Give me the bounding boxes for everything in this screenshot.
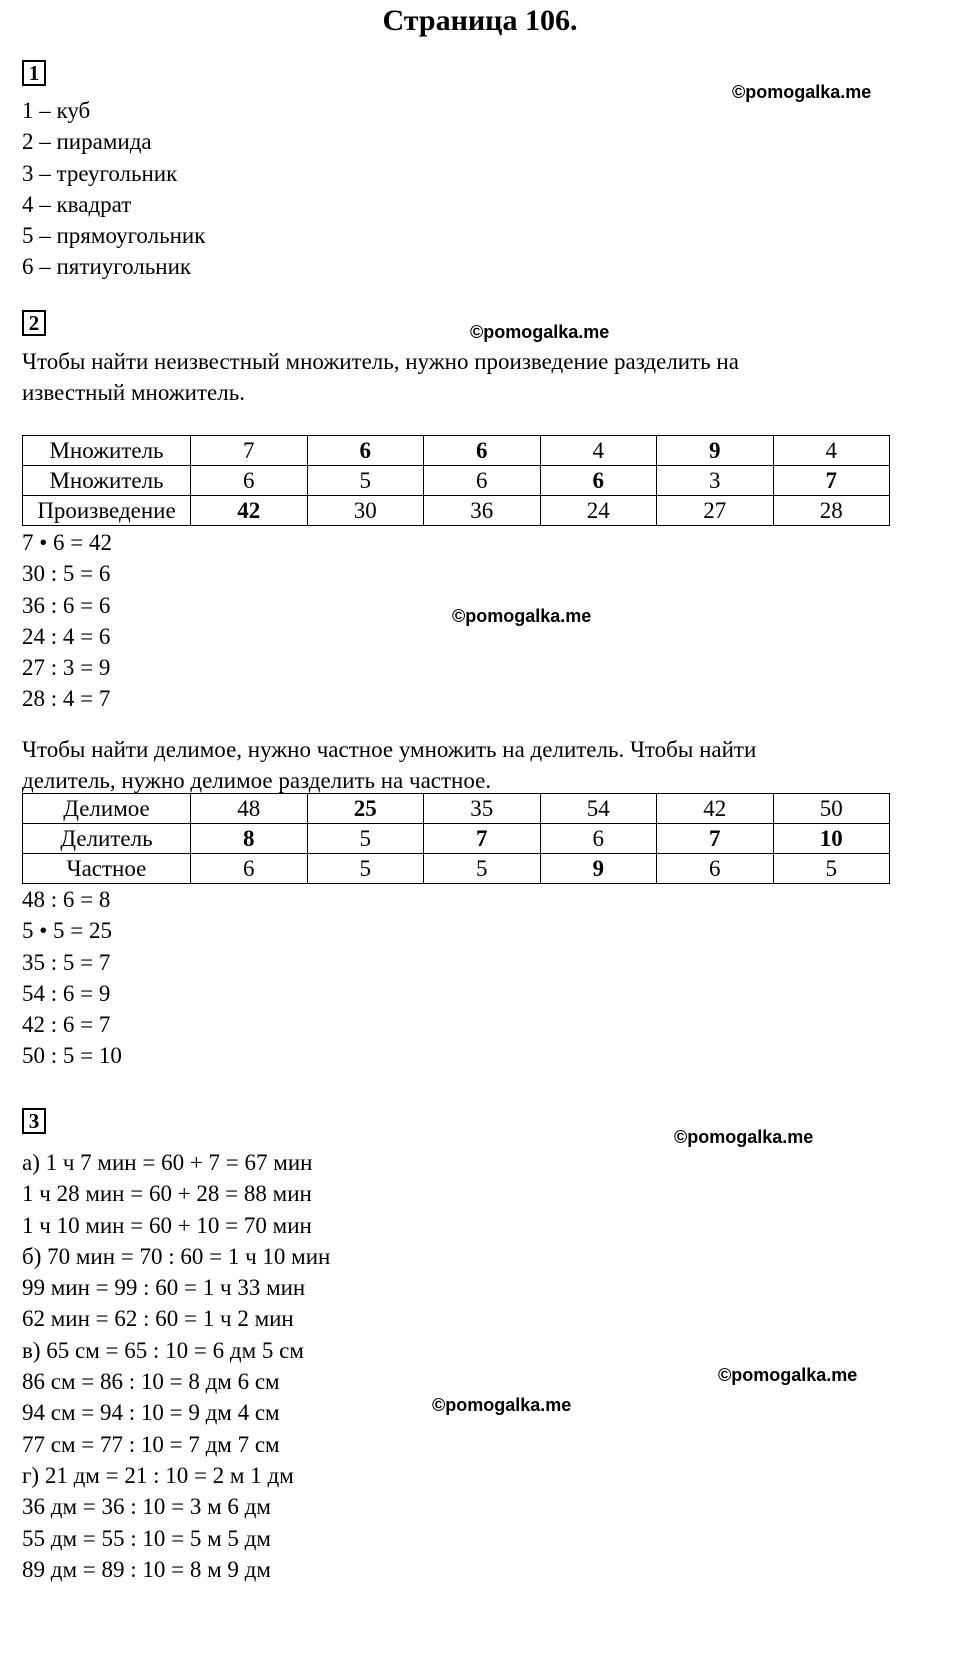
row-label: Произведение [23, 496, 191, 526]
table-cell: 48 [191, 794, 308, 824]
rule-line: делитель, нужно делимое разделить на частное. [22, 768, 492, 793]
table-cell: 7 [191, 436, 308, 466]
list-item: 5 – прямоугольник [22, 223, 206, 249]
task-3-number: 3 [22, 1108, 46, 1134]
table-cell: 24 [540, 496, 657, 526]
table-cell: 35 [424, 794, 541, 824]
table-cell: 25 [307, 794, 424, 824]
table-cell: 42 [191, 496, 308, 526]
table-cell: 9 [540, 854, 657, 884]
table-cell: 5 [773, 854, 890, 884]
table-cell: 36 [424, 496, 541, 526]
watermark: ©pomogalka.me [432, 1395, 572, 1415]
calc-line: 36 дм = 36 : 10 = 3 м 6 дм [22, 1494, 271, 1520]
row-label: Частное [23, 854, 191, 884]
list-item: 2 – пирамида [22, 129, 152, 155]
multiplication-table [22, 435, 890, 526]
table-cell: 30 [307, 496, 424, 526]
calc-line: 7 • 6 = 42 [22, 530, 113, 555]
row-label: Множитель [23, 466, 191, 496]
row-label: Делимое [23, 794, 191, 824]
calc-list-1 [22, 527, 112, 715]
page-title: Страница 106. [382, 4, 578, 37]
watermark: ©pomogalka.me [674, 1127, 814, 1147]
table-cell: 6 [424, 436, 541, 466]
task-1-number: 1 [22, 60, 46, 86]
task-3-list [22, 1147, 330, 1585]
calc-line: 55 дм = 55 : 10 = 5 м 5 дм [22, 1525, 271, 1551]
calc-line: 27 : 3 = 9 [22, 655, 111, 681]
table-cell: 27 [657, 496, 774, 526]
table-cell: 4 [773, 436, 890, 466]
rule-line: Чтобы найти делимое, нужно частное умножить на делитель. Чтобы найти [22, 737, 757, 762]
calc-line: 62 мин = 62 : 60 = 1 ч 2 мин [22, 1306, 294, 1332]
calc-line: г) 21 дм = 21 : 10 = 2 м 1 дм [22, 1462, 294, 1488]
table-cell: 54 [540, 794, 657, 824]
table-cell: 3 [657, 466, 774, 496]
calc-line: 77 см = 77 : 10 = 7 дм 7 см [22, 1431, 280, 1457]
calc-line: 54 : 6 = 9 [22, 980, 111, 1006]
table-cell: 7 [424, 824, 541, 854]
table-cell: 6 [307, 436, 424, 466]
table-row [23, 496, 890, 526]
watermark: ©pomogalka.me [732, 82, 872, 102]
calc-line: 48 : 6 = 8 [22, 887, 111, 912]
rule-line: известный множитель. [22, 380, 245, 405]
rule-multiplier [22, 346, 739, 408]
calc-line: а) 1 ч 7 мин = 60 + 7 = 67 мин [22, 1150, 313, 1175]
table-cell: 7 [773, 466, 890, 496]
row-label: Делитель [23, 824, 191, 854]
table-cell: 6 [540, 466, 657, 496]
calc-line: 28 : 4 = 7 [22, 686, 111, 712]
calc-line: б) 70 мин = 70 : 60 = 1 ч 10 мин [22, 1243, 331, 1269]
calc-line: 99 мин = 99 : 60 = 1 ч 33 мин [22, 1275, 306, 1301]
table-cell: 28 [773, 496, 890, 526]
table-cell: 7 [657, 824, 774, 854]
table-row [23, 824, 890, 854]
list-item: 1 – куб [22, 98, 91, 123]
calc-line: в) 65 см = 65 : 10 = 6 дм 5 см [22, 1337, 304, 1363]
list-item: 4 – квадрат [22, 191, 132, 217]
table-cell: 6 [191, 854, 308, 884]
table-cell: 6 [657, 854, 774, 884]
calc-line: 1 ч 10 мин = 60 + 10 = 70 мин [22, 1212, 312, 1238]
rule-dividend [22, 734, 756, 796]
calc-list-2 [22, 884, 122, 1072]
table-cell: 50 [773, 794, 890, 824]
row-label: Множитель [23, 436, 191, 466]
table-cell: 9 [657, 436, 774, 466]
calc-line: 24 : 4 = 6 [22, 623, 111, 649]
table-cell: 5 [307, 466, 424, 496]
calc-line: 89 дм = 89 : 10 = 8 м 9 дм [22, 1556, 271, 1582]
list-item: 3 – треугольник [22, 160, 178, 186]
table-cell: 5 [424, 854, 541, 884]
table-cell: 42 [657, 794, 774, 824]
division-table [22, 793, 890, 884]
calc-line: 35 : 5 = 7 [22, 949, 111, 975]
task-2-number: 2 [22, 310, 46, 336]
table-row [23, 794, 890, 824]
calc-line: 5 • 5 = 25 [22, 918, 113, 944]
calc-line: 36 : 6 = 6 [22, 592, 111, 618]
table-cell: 10 [773, 824, 890, 854]
table-row [23, 436, 890, 466]
table-cell: 5 [307, 824, 424, 854]
watermark: ©pomogalka.me [718, 1365, 858, 1385]
calc-line: 1 ч 28 мин = 60 + 28 = 88 мин [22, 1181, 312, 1207]
table-cell: 6 [540, 824, 657, 854]
task-1-list [22, 95, 205, 283]
table-row [23, 466, 890, 496]
table-cell: 8 [191, 824, 308, 854]
calc-line: 86 см = 86 : 10 = 8 дм 6 см [22, 1369, 280, 1395]
table-cell: 4 [540, 436, 657, 466]
table-cell: 6 [424, 466, 541, 496]
table-row [23, 854, 890, 884]
rule-line: Чтобы найти неизвестный множитель, нужно произведение разделить на [22, 349, 739, 374]
watermark: ©pomogalka.me [452, 606, 592, 626]
list-item: 6 – пятиугольник [22, 254, 192, 280]
table-cell: 6 [191, 466, 308, 496]
calc-line: 42 : 6 = 7 [22, 1012, 111, 1038]
watermark: ©pomogalka.me [470, 322, 610, 342]
calc-line: 50 : 5 = 10 [22, 1043, 122, 1069]
table-cell: 5 [307, 854, 424, 884]
calc-line: 30 : 5 = 6 [22, 561, 111, 587]
calc-line: 94 см = 94 : 10 = 9 дм 4 см [22, 1400, 280, 1426]
